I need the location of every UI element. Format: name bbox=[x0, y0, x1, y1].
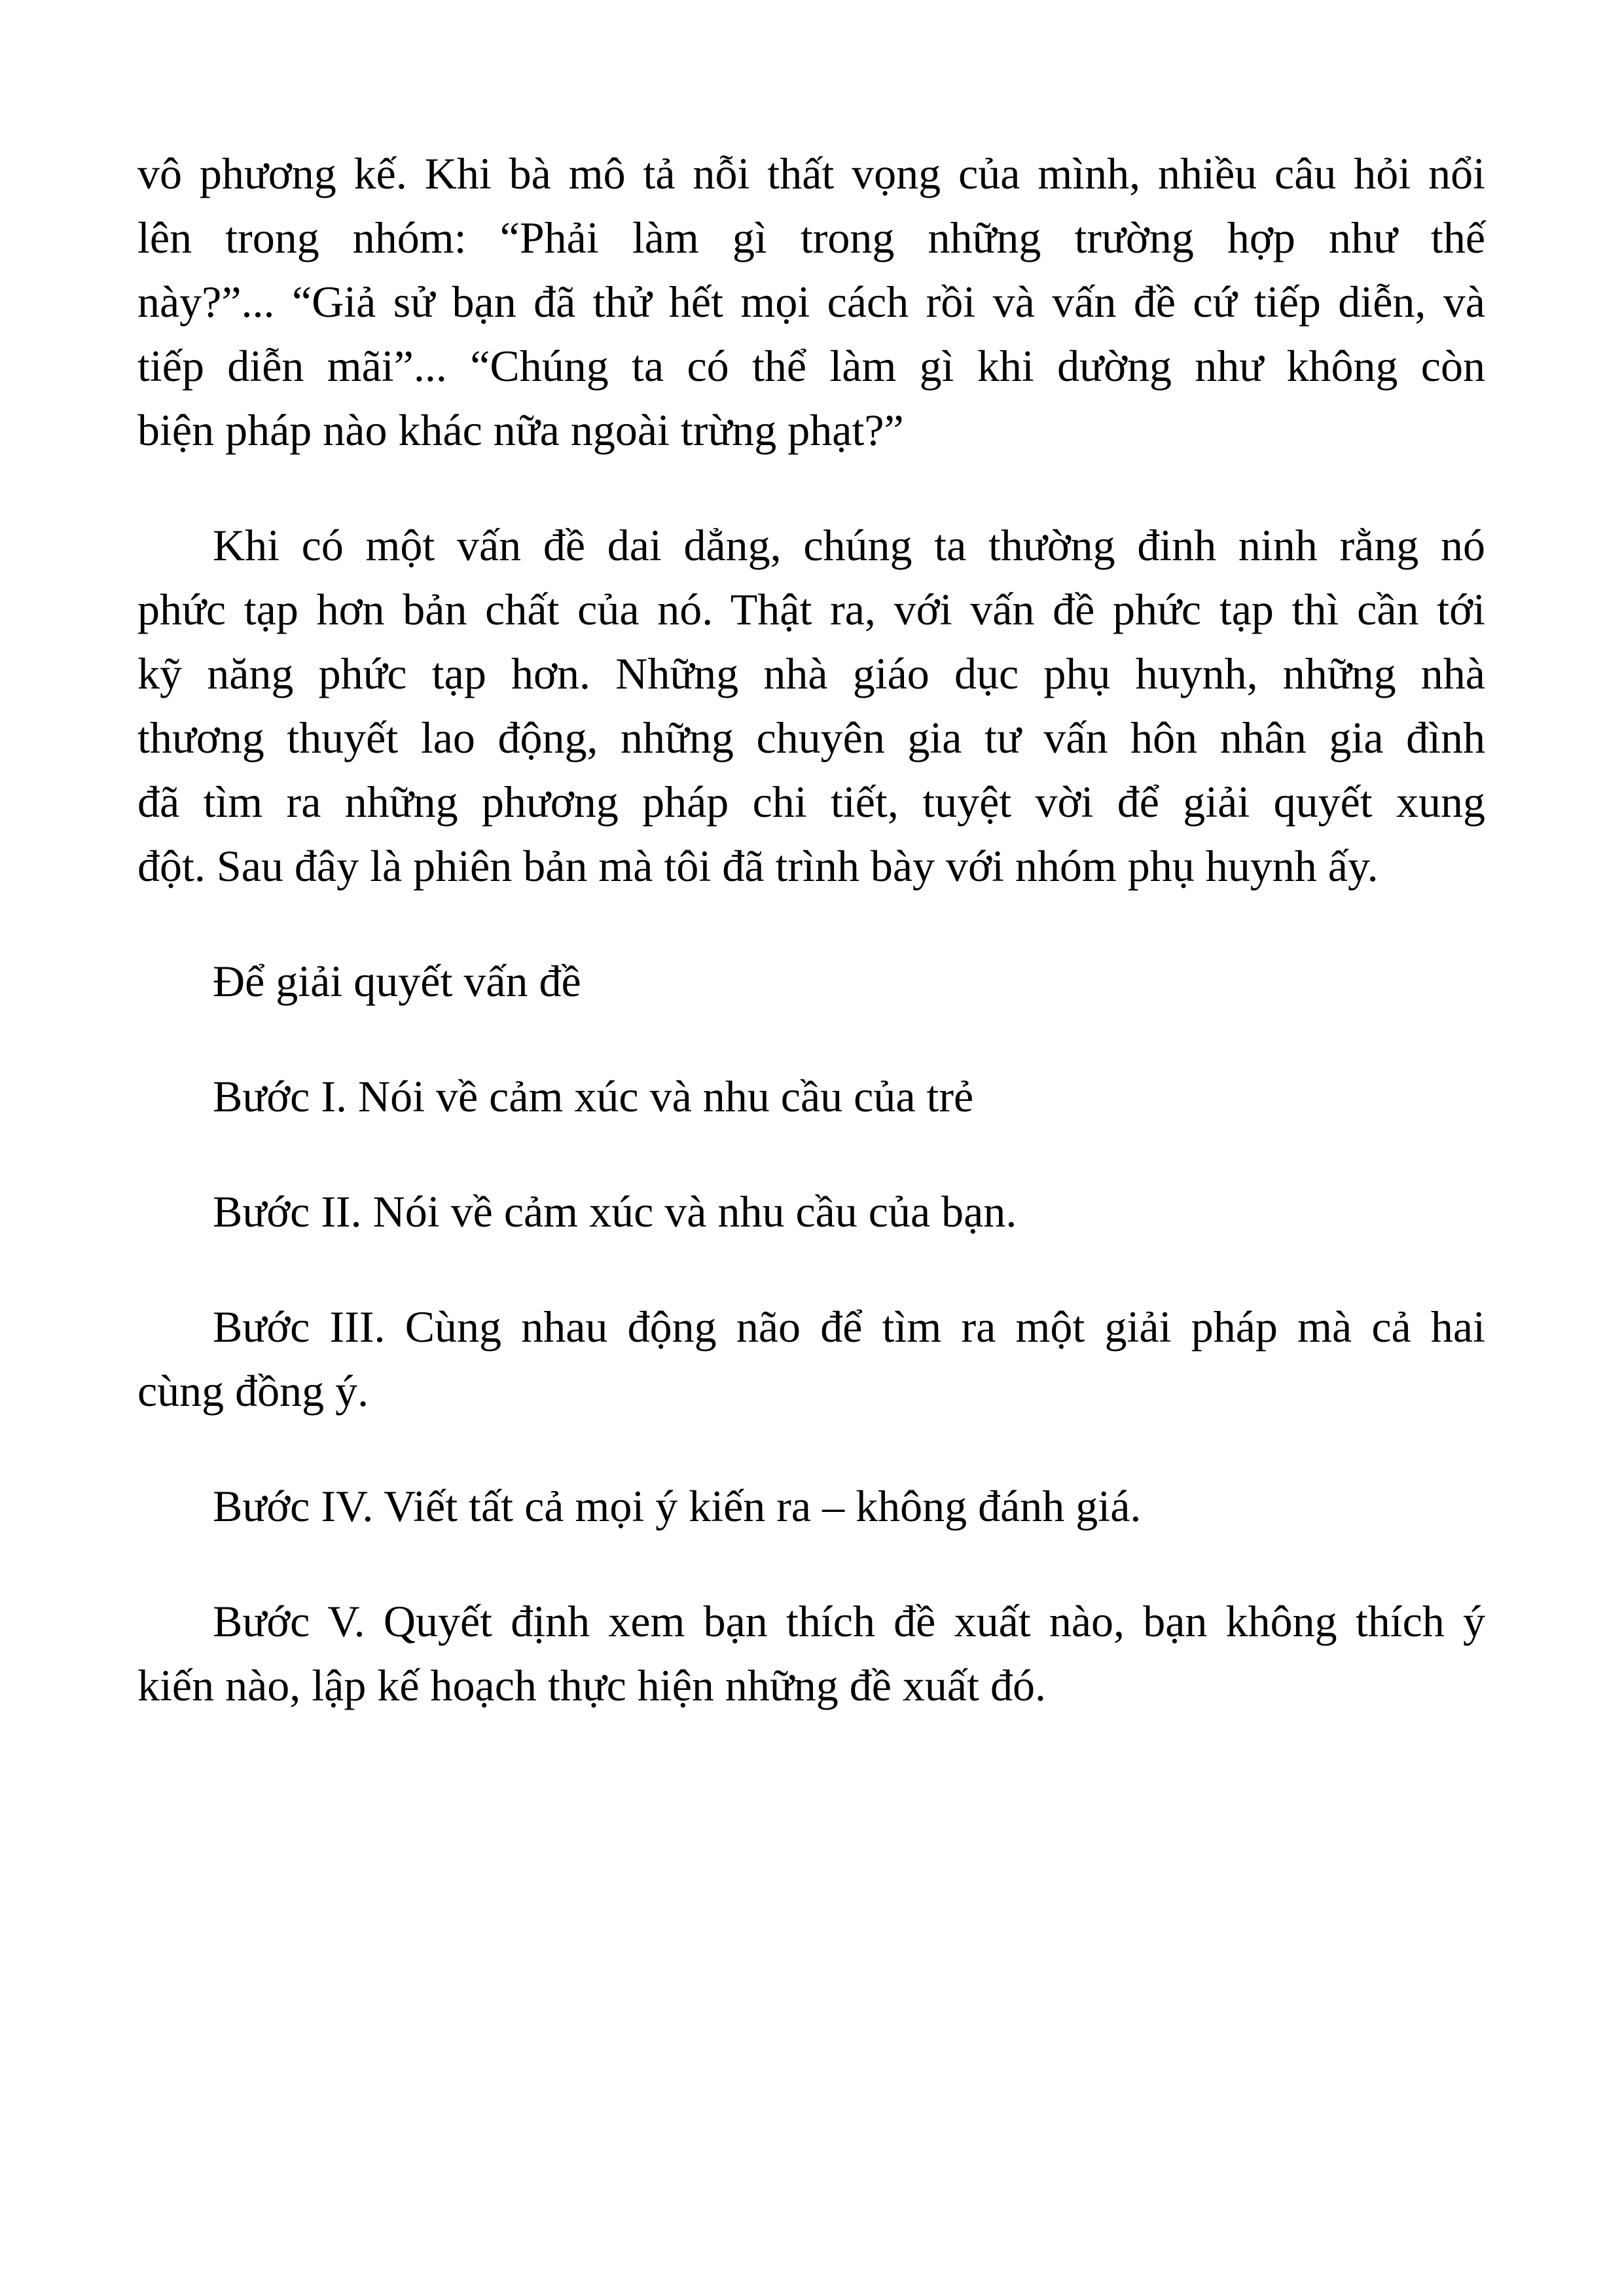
paragraph-step-3 bbox=[137, 1295, 1485, 1423]
text-line: vô phương kế. Khi bà mô tả nỗi thất vọng của mình, nhiều câu hỏi nổi bbox=[137, 149, 1485, 198]
text-line: phức tạp hơn bản chất của nó. Thật ra, với vấn đề phức tạp thì cần tới bbox=[137, 584, 1485, 634]
paragraph-step-5 bbox=[137, 1589, 1485, 1717]
text-line: Bước IV. Viết tất cả mọi ý kiến ra – không đánh giá. bbox=[213, 1481, 1142, 1531]
paragraph-step-4 bbox=[137, 1474, 1485, 1538]
text-line: kỹ năng phức tạp hơn. Những nhà giáo dục phụ huynh, những nhà bbox=[137, 649, 1485, 698]
heading-solve-problem bbox=[137, 949, 1485, 1013]
text-line: này?”... “Giả sử bạn đã thử hết mọi cách rồi và vấn đề cứ tiếp diễn, và bbox=[137, 277, 1485, 327]
text-line: Bước V. Quyết định xem bạn thích đề xuất nào, bạn không thích ý bbox=[213, 1596, 1485, 1646]
paragraph-continued-questions bbox=[137, 141, 1485, 462]
text-line: đã tìm ra những phương pháp chi tiết, tuyệt vời để giải quyết xung bbox=[137, 777, 1485, 827]
text-line: Để giải quyết vấn đề bbox=[213, 956, 581, 1006]
paragraph-step-1 bbox=[137, 1064, 1485, 1128]
text-line: biện pháp nào khác nữa ngoài trừng phạt?” bbox=[137, 405, 904, 455]
text-line: đột. Sau đây là phiên bản mà tôi đã trình bày với nhóm phụ huynh ấy. bbox=[137, 841, 1379, 891]
text-line: lên trong nhóm: “Phải làm gì trong những trường hợp như thế bbox=[137, 213, 1485, 262]
text-line: thương thuyết lao động, những chuyên gia tư vấn hôn nhân gia đình bbox=[137, 713, 1485, 762]
paragraph-step-2 bbox=[137, 1179, 1485, 1244]
text-line: Khi có một vấn đề dai dẳng, chúng ta thường đinh ninh rằng nó bbox=[213, 520, 1485, 570]
text-line: Bước I. Nói về cảm xúc và nhu cầu của trẻ bbox=[213, 1071, 974, 1121]
text-line: cùng đồng ý. bbox=[137, 1366, 369, 1416]
paragraph-persistent-problem bbox=[137, 513, 1485, 898]
text-line: kiến nào, lập kế hoạch thực hiện những đề xuất đó. bbox=[137, 1660, 1046, 1710]
text-line: Bước III. Cùng nhau động não để tìm ra một giải pháp mà cả hai bbox=[213, 1302, 1485, 1352]
text-line: Bước II. Nói về cảm xúc và nhu cầu của bạn. bbox=[213, 1187, 1017, 1236]
text-line: tiếp diễn mãi”... “Chúng ta có thể làm gì khi dường như không còn bbox=[137, 341, 1485, 391]
